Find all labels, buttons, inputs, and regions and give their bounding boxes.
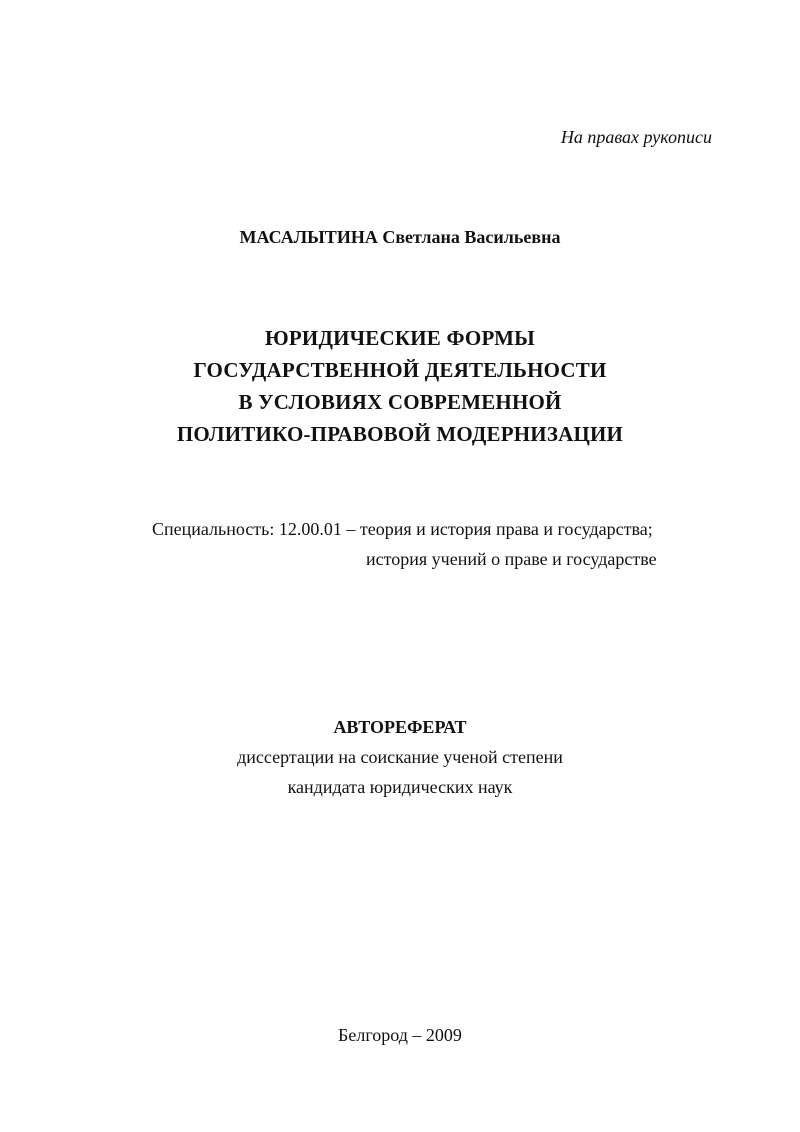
author-name: МАСАЛЫТИНА Светлана Васильевна — [239, 227, 561, 247]
title-line: ЮРИДИЧЕСКИЕ ФОРМЫ — [265, 326, 535, 350]
title-line: ГОСУДАРСТВЕННОЙ ДЕЯТЕЛЬНОСТИ — [193, 358, 607, 382]
abstract-block — [0, 712, 800, 802]
specialty-line-2: история учений о праве и государстве — [366, 549, 657, 569]
title-line: ПОЛИТИКО-ПРАВОВОЙ МОДЕРНИЗАЦИИ — [176, 422, 624, 446]
city-year: Белгород – 2009 — [338, 1025, 462, 1045]
specialty-line-1: Специальность: 12.00.01 – теория и история права и государства; — [152, 519, 653, 539]
abstract-line-1: диссертации на соискание ученой степени — [237, 747, 563, 767]
dissertation-title — [0, 322, 800, 450]
abstract-line-2: кандидата юридических наук — [287, 777, 513, 797]
title-line: В УСЛОВИЯХ СОВРЕМЕННОЙ — [238, 390, 562, 414]
abstract-heading: АВТОРЕФЕРАТ — [333, 717, 467, 737]
manuscript-note: На правах рукописи — [560, 127, 712, 147]
